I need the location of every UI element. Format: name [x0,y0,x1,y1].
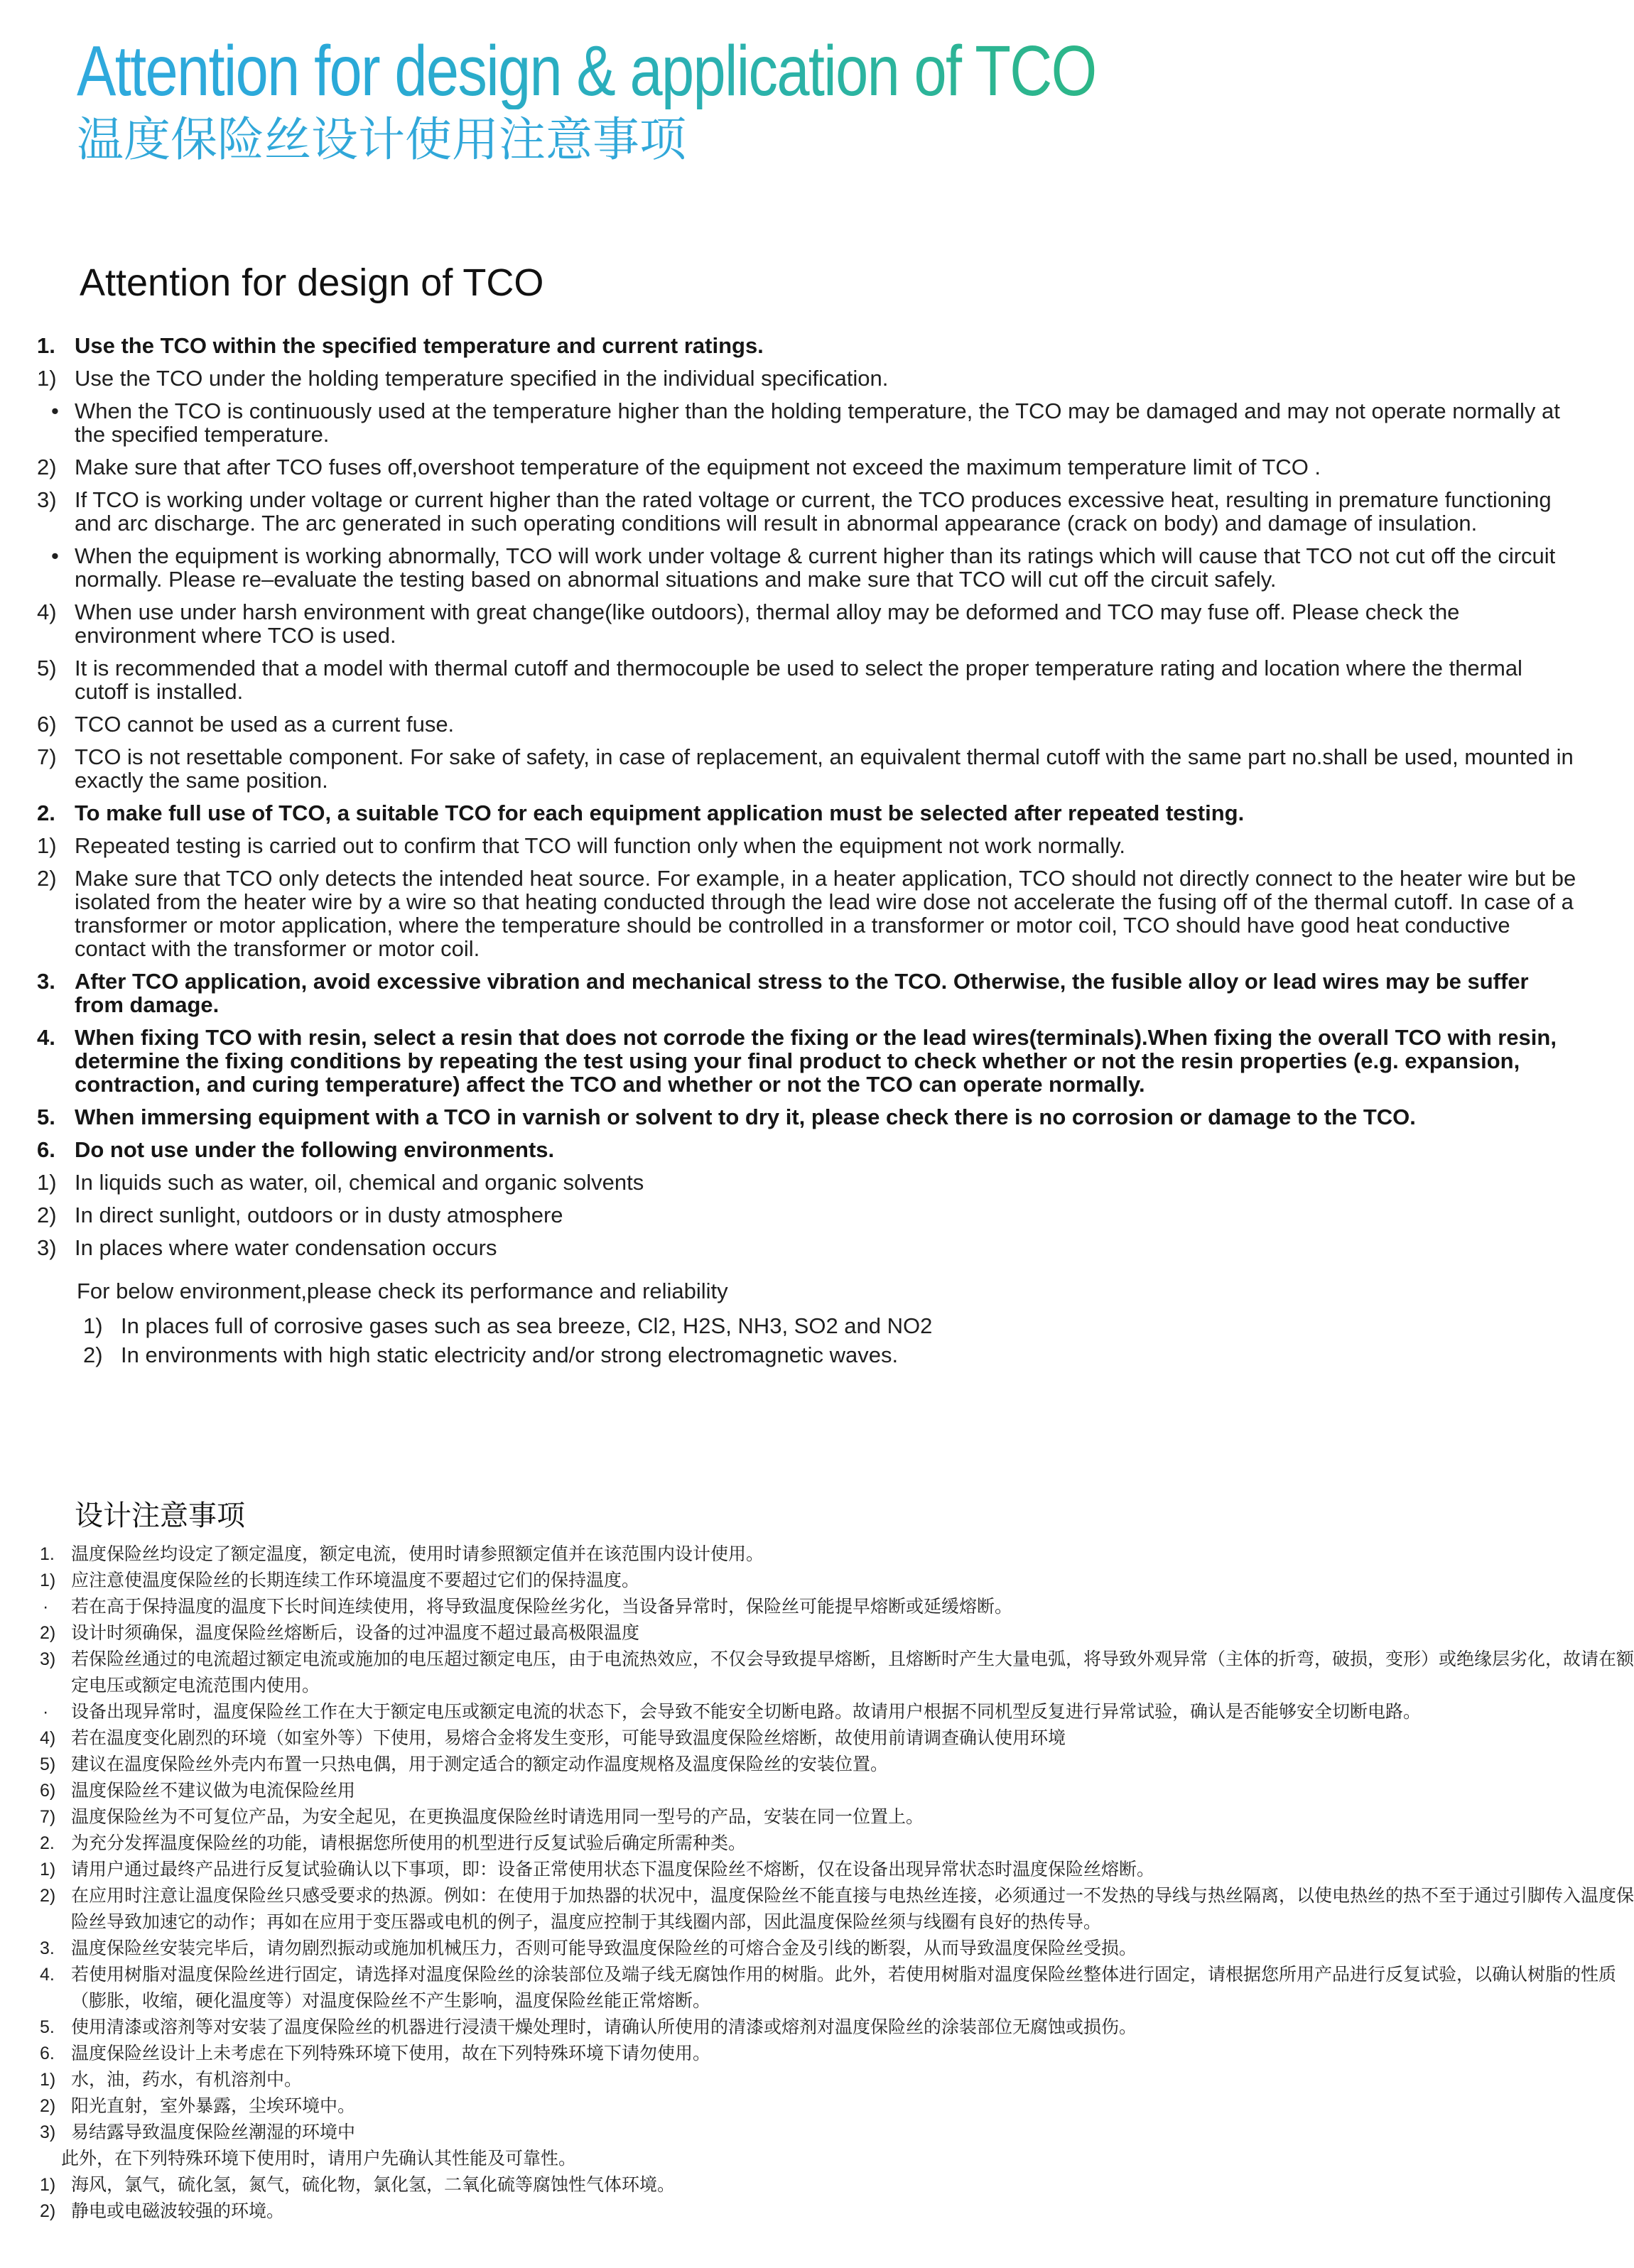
item-text: 易结露导致温度保险丝潮湿的环境中 [71,2122,356,2142]
item-marker: 3) [37,487,57,512]
list-item [0,2014,1634,2041]
zh-section-heading: 设计注意事项 [75,1500,245,1531]
item-text: 此外，在下列特殊环境下使用时，请用户先确认其性能及可靠性。 [61,2149,577,2169]
item-marker: 4) [40,1728,56,1748]
bullet-item [0,399,1577,446]
item-text: TCO cannot be used as a current fuse. [75,712,455,737]
zh-item-list [0,1541,1634,2225]
item-marker: 2) [37,455,57,479]
list-item [0,867,1577,960]
list-item [0,2120,1634,2146]
list-item [0,1568,1634,1594]
list-item [0,1883,1634,1936]
item-marker: 2) [40,1623,56,1643]
item-text: After TCO application, avoid excessive vibration and mechanical stress to the TCO. Otherwise, the fusible alloy or lead wires may be suffer from damage. [75,969,1529,1017]
item-text: 建议在温度保险丝外壳内布置一只热电偶，用于测定适合的额定动作温度规格及温度保险丝的安装位置。 [71,1754,889,1774]
bullet-item [0,544,1577,591]
item-text: In liquids such as water, oil, chemical and organic solvents [75,1170,644,1195]
item-text: In environments with high static electricity and/or strong electromagnetic waves. [121,1342,899,1367]
item-text: If TCO is working under voltage or current higher than the rated voltage or current, the TCO produces excessive heat, resulting in premature functioning and arc discharge. The arc generated in such operating conditions will result in abnormal appearance (crack on body) and damage of insulation. [75,487,1552,536]
list-item [0,1936,1634,1962]
list-item [0,1314,1623,1338]
list-item [0,1830,1634,1857]
list-item [0,1778,1634,1804]
item-marker: 3. [40,1938,55,1958]
item-text: Make sure that after TCO fuses off,overshoot temperature of the equipment not exceed the maximum temperature limit of TCO . [75,455,1321,479]
list-item [0,1171,1577,1194]
en-item-list [0,334,1634,1259]
list-item [0,2041,1634,2067]
list-item [0,1138,1577,1161]
item-text: Do not use under the following environments. [75,1137,555,1162]
list-item [0,1725,1634,1752]
item-text: 若在高于保持温度的温度下长时间连续使用，将导致温度保险丝劣化，当设备异常时，保险丝可能提早熔断或延缓熔断。 [71,1597,1013,1617]
list-item [0,656,1577,703]
item-text: 若使用树脂对温度保险丝进行固定，请选择对温度保险丝的涂装部位及端子线无腐蚀作用的树脂。此外，若使用树脂对温度保险丝整体进行固定，请根据您所用产品进行反复试验，以确认树脂的性质（膨胀，收缩，硬化温度等）对温度保险丝不产生影响，温度保险丝能正常熔断。 [71,1965,1617,2011]
list-item [0,2093,1634,2120]
item-text: 温度保险丝为不可复位产品，为安全起见，在更换温度保险丝时请选用同一型号的产品，安装在同一位置上。 [71,1807,924,1827]
item-marker: 7) [37,744,57,769]
item-marker: 2. [40,1833,55,1853]
item-marker: · [43,1597,49,1617]
item-text: When the TCO is continuously used at the temperature higher than the holding temperature, the TCO may be damaged and may not operate normally at the specified temperature. [75,398,1560,447]
item-text: 温度保险丝设计上未考虑在下列特殊环境下使用，故在下列特殊环境下请勿使用。 [71,2044,711,2063]
en-section-heading: Attention for design of TCO [80,261,544,304]
item-marker: 1) [37,1170,57,1195]
item-marker: 1) [40,2175,56,2195]
item-text: In places full of corrosive gases such as sea breeze, Cl2, H2S, NH3, SO2 and NO2 [121,1313,933,1338]
item-text: 应注意使温度保险丝的长期连续工作环境温度不要超过它们的保持温度。 [71,1570,640,1590]
list-item [0,2198,1634,2225]
item-text: Use the TCO within the specified temperature and current ratings. [75,333,764,358]
list-item [0,488,1577,535]
list-item [0,2067,1634,2093]
document-header [77,33,1569,165]
list-item [0,367,1577,390]
item-marker: 6. [37,1137,55,1162]
list-item [0,834,1577,857]
item-marker: 3) [40,2122,56,2142]
item-text: It is recommended that a model with thermal cutoff and thermocouple be used to select the proper temperature rating and location where the thermal cutoff is installed. [75,656,1522,704]
item-text: 设备出现异常时，温度保险丝工作在大于额定电压或额定电流的状态下，会导致不能安全切断电路。故请用户根据不同机型反复进行异常试验，确认是否能够安全切断电路。 [71,1702,1422,1722]
item-marker: 3) [40,1649,56,1669]
item-marker: 2) [37,866,57,891]
design-attention-zh-section [0,1500,1634,2225]
list-item [0,1236,1577,1259]
item-text: 温度保险丝不建议做为电流保险丝用 [71,1781,356,1801]
list-item [0,1620,1634,1646]
item-marker: • [51,543,59,568]
item-marker: 5) [40,1754,56,1774]
list-item [0,1541,1634,1568]
item-marker: 6) [37,712,57,737]
item-text: Make sure that TCO only detects the intended heat source. For example, in a heater application, TCO should not directly connect to the heater wire but be isolated from the heater wire by a wire so that heating conducted through the lead wire dose not accelerate the fusing off of the thermal cutoff. In case of a transformer or motor application, where the temperature should be controlled in a transformer or motor coil, TCO should have good heat conductive contact with the transformer or motor coil. [75,866,1576,961]
item-marker: 6. [40,2044,55,2063]
item-text: 阳光直射，室外暴露，尘埃环境中。 [71,2096,356,2116]
item-marker: 2) [37,1203,57,1227]
bullet-item [0,1594,1634,1620]
list-item [0,2146,1631,2172]
item-marker: 5) [37,656,57,680]
item-text: TCO is not resettable component. For sake of safety, in case of replacement, an equivalent thermal cutoff with the same part no.shall be used, mounted in exactly the same position. [75,744,1574,793]
item-marker: 1) [40,2070,56,2090]
list-item [0,1962,1634,2014]
item-marker: 4) [37,599,57,624]
bullet-item [0,1699,1634,1725]
list-item [0,970,1577,1016]
environment-note [0,1279,1634,1367]
item-marker: 2) [40,1886,56,1906]
list-item [0,1857,1634,1883]
list-item [0,1026,1577,1096]
item-marker: 1) [37,366,57,391]
design-attention-en-section [0,261,1634,1372]
list-item [0,455,1577,479]
page-subtitle-zh: 温度保险丝设计使用注意事项 [77,113,686,166]
list-item [0,2172,1634,2198]
environment-note-list [0,1314,1634,1367]
item-text: 设计时须确保，温度保险丝熔断后，设备的过冲温度不超过最高极限温度 [71,1623,640,1643]
item-text: 请用户通过最终产品进行反复试验确认以下事项，即：设备正常使用状态下温度保险丝不熔断，仅在设备出现异常状态时温度保险丝熔断。 [71,1860,1155,1879]
item-marker: 5. [37,1105,55,1129]
item-text: Use the TCO under the holding temperature specified in the individual specification. [75,366,889,391]
item-marker: • [51,398,59,423]
item-text: In places where water condensation occurs [75,1235,497,1260]
item-marker: 1) [83,1313,103,1338]
item-text: 温度保险丝均设定了额定温度，额定电流，使用时请参照额定值并在该范围内设计使用。 [71,1544,764,1564]
item-text: 若保险丝通过的电流超过额定电流或施加的电压超过额定电压，由于电流热效应，不仅会导致提早熔断，且熔断时产生大量电弧，将导致外观异常（主体的折弯，破损，变形）或绝缘层劣化，故请在额定电压或额定电流范围内使用。 [71,1649,1634,1695]
item-marker: 7) [40,1807,56,1827]
item-text: To make full use of TCO, a suitable TCO for each equipment application must be selected after repeated testing. [75,801,1245,825]
item-marker: 1) [40,1860,56,1879]
list-item [0,1646,1634,1699]
item-marker: · [43,1702,49,1722]
item-text: When immersing equipment with a TCO in varnish or solvent to dry it, please check there is no corrosion or damage to the TCO. [75,1105,1416,1129]
item-marker: 1. [37,333,55,358]
item-marker: 4. [37,1025,55,1050]
item-text: When use under harsh environment with great change(like outdoors), thermal alloy may be deformed and TCO may fuse off. Please check the environment where TCO is used. [75,599,1460,648]
list-item [0,600,1577,647]
item-marker: 5. [40,2017,55,2037]
list-item [0,1343,1623,1367]
list-item [0,1105,1577,1129]
item-marker: 2) [83,1342,103,1367]
item-marker: 2. [37,801,55,825]
environment-note-intro: For below environment,please check its performance and reliability [77,1279,728,1303]
item-marker: 6) [40,1781,56,1801]
item-text: 温度保险丝安装完毕后，请勿剧烈振动或施加机械压力，否则可能导致温度保险丝的可熔合金及引线的断裂，从而导致温度保险丝受损。 [71,1938,1137,1958]
list-item [0,1804,1634,1830]
item-text: 海风，氯气，硫化氢，氮气，硫化物，氯化氢，二氧化硫等腐蚀性气体环境。 [71,2175,676,2195]
list-item [0,801,1577,825]
item-text: 在应用时注意让温度保险丝只感受要求的热源。例如：在使用于加热器的状况中，温度保险丝不能直接与电热丝连接，必须通过一不发热的导线与热丝隔离，以使电热丝的热不至于通过引脚传入温度保险丝导致加速它的动作；再如在应用于变压器或电机的例子，温度应控制于其线圈内部，因此温度保险丝须与线圈有良好的热传导。 [71,1886,1634,1932]
list-item [0,712,1577,736]
item-marker: 1) [40,1570,56,1590]
item-marker: 1) [37,833,57,858]
list-item [0,334,1577,357]
item-text: 为充分发挥温度保险丝的功能，请根据您所使用的机型进行反复试验后确定所需种类。 [71,1833,747,1853]
item-marker: 1. [40,1544,55,1564]
item-marker: 4. [40,1965,55,1985]
item-text: In direct sunlight, outdoors or in dusty atmosphere [75,1203,563,1227]
list-item [0,1752,1634,1778]
item-text: When the equipment is working abnormally, TCO will work under voltage & current higher than its ratings which will cause that TCO not cut off the circuit normally. Please re–evaluate the testing based on abnormal situations and make sure that TCO will cut off the circuit safely. [75,543,1556,592]
item-text: 静电或电磁波较强的环境。 [71,2201,285,2221]
item-text: 若在温度变化剧烈的环境（如室外等）下使用，易熔合金将发生变形，可能导致温度保险丝熔断，故使用前请调查确认使用环境 [71,1728,1066,1748]
item-marker: 3) [37,1235,57,1260]
item-marker: 3. [37,969,55,994]
list-item [0,745,1577,792]
item-marker: 2) [40,2096,56,2116]
item-text: When fixing TCO with resin, select a resin that does not corrode the fixing or the lead wires(terminals).When fixing the overall TCO with resin, determine the fixing conditions by repeating the test using your final product to check whether or not the resin properties (e.g. expansion, contraction, and curing temperature) affect the TCO and whether or not the TCO can operate normally. [75,1025,1557,1097]
list-item [0,1203,1577,1227]
item-text: 水，油，药水，有机溶剂中。 [71,2070,303,2090]
item-text: 使用清漆或溶剂等对安装了温度保险丝的机器进行浸渍干燥处理时，请确认所使用的清漆或熔剂对温度保险丝的涂装部位无腐蚀或损伤。 [71,2017,1137,2037]
item-text: Repeated testing is carried out to confirm that TCO will function only when the equipment not work normally. [75,833,1125,858]
item-marker: 2) [40,2201,56,2221]
page-title: Attention for design & application of TCO [77,33,1315,109]
